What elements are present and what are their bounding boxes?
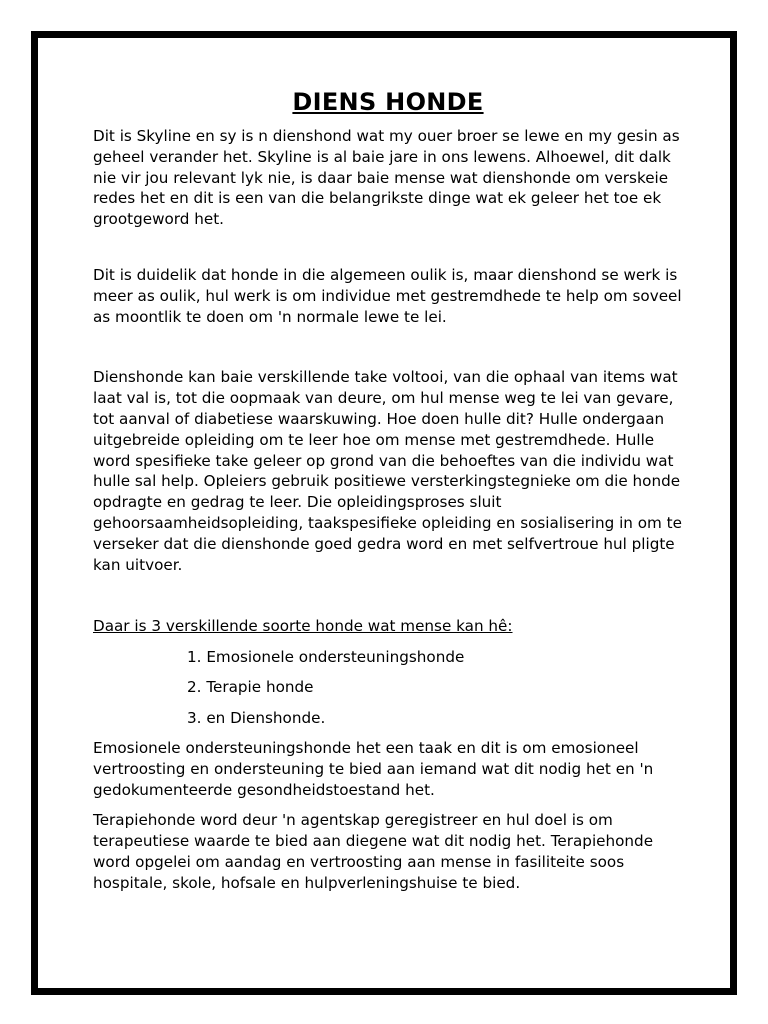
paragraph-therapy-dogs: Terapiehonde word deur 'n agentskap geregistreer en hul doel is om terapeutiese waarde te bied aan diegene wat dit nodig het. Terapiehonde word opgelei om aandag en vertroosting aan mense in fasiliteite soos hospitale, skole, hofsale en hulpverleningshuise te bied.	[93, 811, 654, 892]
paragraph-emotional-support: Emosionele ondersteuningshonde het een taak en dit is om emosioneel vertroosting en ondersteuning te bied aan iemand wat dit nodig het en 'n gedokumenteerde gesondheidstoestand het.	[93, 739, 654, 799]
document-title: DIENS HONDE	[292, 88, 484, 116]
paragraph-purpose: Dit is duidelik dat honde in die algemeen oulik is, maar dienshond se werk is meer as oulik, hul werk is om individue met gestremdhede te help om soveel as moontlik te doen om 'n normale lewe te lei.	[93, 265, 682, 326]
list-heading: Daar is 3 verskillende soorte honde wat mense kan hê:	[93, 617, 513, 636]
list-item: 3. en Dienshonde.	[187, 708, 326, 727]
paragraph-intro: Dit is Skyline en sy is n dienshond wat my ouer broer se lewe en my gesin as geheel verander het. Skyline is al baie jare in ons lewens. Alhoewel, dit dalk nie vir jou relevant lyk nie, is daar baie mense wat dienshonde om verskeie redes het en dit is een van die belangrikste dinge wat ek geleer het toe ek grootgeword het.	[93, 127, 680, 229]
document-body	[93, 86, 683, 894]
list-item: 2. Terapie honde	[187, 678, 314, 697]
list-item: 1. Emosionele ondersteuningshonde	[187, 648, 465, 667]
dog-types-list	[93, 647, 683, 728]
paragraph-tasks: Dienshonde kan baie verskillende take voltooi, van die ophaal van items wat laat val is, tot die oopmaak van deure, om hul mense weg te lei van gevare, tot aanval of diabetiese waarskuwing. Hoe doen hulle dit? Hulle ondergaan uitgebreide opleiding om te leer hoe om mense met gestremdhede. Hulle word spesifieke take geleer op grond van die behoeftes van die individu wat hulle sal help. Opleiers gebruik positiewe versterkingstegnieke om die honde opdragte en gedrag te leer. Die opleidingsproses sluit gehoorsaamheidsopleiding, taakspesifieke opleiding en sosialisering in om te verseker dat die dienshonde goed gedra word en met selfvertroue hul pligte kan uitvoer.	[93, 368, 682, 574]
